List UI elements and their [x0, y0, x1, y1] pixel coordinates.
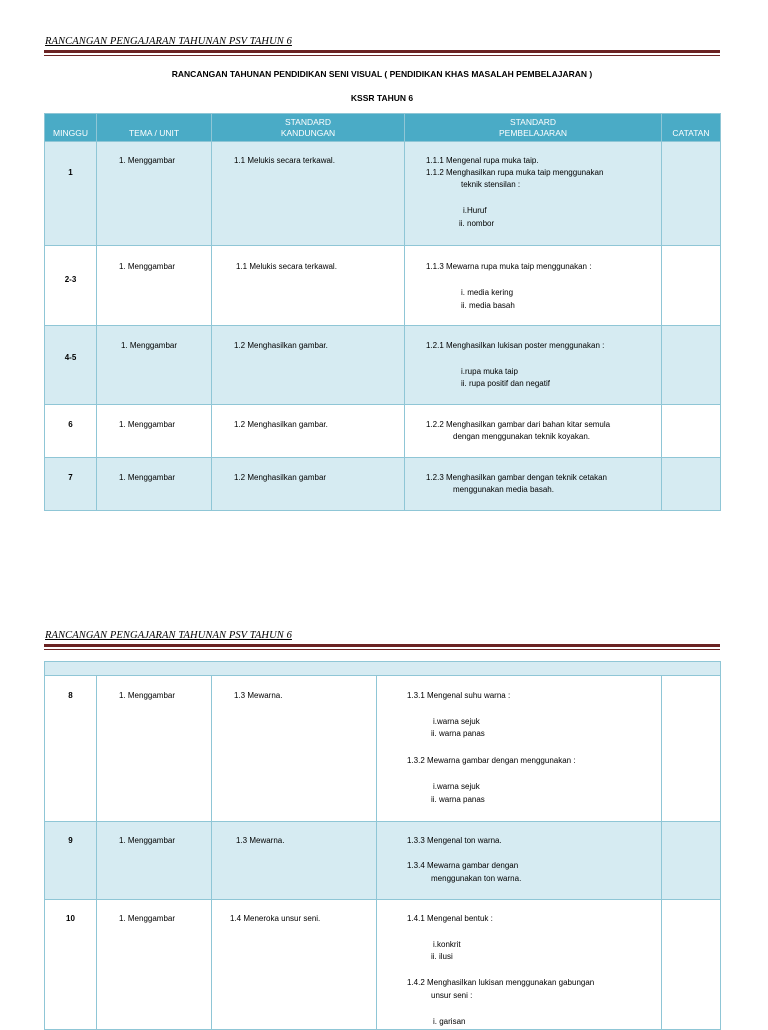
standard-pembelajaran-cell: 1.3.1 Mengenal suhu warna : i.warna sejuk ii. warna panas 1.3.2 Mewarna gambar dengan menggunakan : i.warna sejuk ii. warna panas	[377, 676, 662, 822]
standard-kandungan-cell: 1.3 Mewarna.	[212, 676, 377, 822]
tema-cell: 1. Menggambar	[97, 142, 212, 246]
standard-pembelajaran-cell: 1.2.3 Menghasilkan gambar dengan teknik cetakan menggunakan media basah.	[405, 458, 662, 511]
col-catatan: CATATAN	[662, 114, 721, 142]
document-subtitle: KSSR TAHUN 6	[350, 93, 414, 103]
standard-kandungan-cell: 1.2 Menghasilkan gambar	[212, 458, 405, 511]
table-row	[45, 458, 721, 511]
page-header-title: RANCANGAN PENGAJARAN TAHUNAN PSV TAHUN 6	[45, 630, 292, 641]
catatan-cell	[662, 458, 721, 511]
table-row	[45, 900, 721, 1030]
standard-kandungan-cell: 1.4 Meneroka unsur seni.	[212, 900, 377, 1030]
week-cell: 8	[45, 676, 97, 822]
standard-kandungan-cell: 1.3 Mewarna.	[212, 822, 377, 900]
standard-pembelajaran-cell: 1.2.2 Menghasilkan gambar dari bahan kitar semula dengan menggunakan teknik koyakan.	[405, 405, 662, 458]
standard-kandungan-cell: 1.2 Menghasilkan gambar.	[212, 326, 405, 405]
header-rule-thin	[44, 649, 720, 650]
catatan-cell	[662, 676, 721, 822]
tema-cell: 1. Menggambar	[97, 326, 212, 405]
table-row	[45, 822, 721, 900]
standard-kandungan-cell: 1.1 Melukis secara terkawal.	[212, 142, 405, 246]
week-cell: 7	[45, 458, 97, 511]
standard-pembelajaran-cell: 1.2.1 Menghasilkan lukisan poster menggunakan : i.rupa muka taip ii. rupa positif dan negatif	[405, 326, 662, 405]
lesson-plan-table	[44, 113, 721, 511]
table-row	[45, 142, 721, 246]
catatan-cell	[662, 246, 721, 326]
week-cell: 6	[45, 405, 97, 458]
week-cell: 2-3	[45, 246, 97, 326]
catatan-cell	[662, 326, 721, 405]
tema-cell: 1. Menggambar	[97, 676, 212, 822]
col-tema: TEMA / UNIT	[97, 114, 212, 142]
catatan-cell	[662, 900, 721, 1030]
table-row	[45, 676, 721, 822]
standard-pembelajaran-cell: 1.4.1 Mengenal bentuk : i.konkrit ii. ilusi 1.4.2 Menghasilkan lukisan menggunakan gabungan unsur seni : i. garisan	[377, 900, 662, 1030]
col-standard-pembelajaran: STANDARD PEMBELAJARAN	[405, 114, 662, 142]
col-standard-kandungan: STANDARD KANDUNGAN	[212, 114, 405, 142]
tema-cell: 1. Menggambar	[97, 405, 212, 458]
catatan-cell	[662, 405, 721, 458]
week-cell: 1	[45, 142, 97, 246]
standard-pembelajaran-cell: 1.1.3 Mewarna rupa muka taip menggunakan : i. media kering ii. media basah	[405, 246, 662, 326]
catatan-cell	[662, 822, 721, 900]
header-rule-thick	[44, 50, 720, 53]
lesson-plan-table-continued	[44, 661, 721, 1030]
week-cell: 10	[45, 900, 97, 1030]
tema-cell: 1. Menggambar	[97, 900, 212, 1030]
standard-pembelajaran-cell: 1.3.3 Mengenal ton warna. 1.3.4 Mewarna gambar dengan menggunakan ton warna.	[377, 822, 662, 900]
standard-kandungan-cell: 1.2 Menghasilkan gambar.	[212, 405, 405, 458]
week-cell: 9	[45, 822, 97, 900]
tema-cell: 1. Menggambar	[97, 458, 212, 511]
blank-header-cell	[45, 662, 721, 676]
table-row	[45, 246, 721, 326]
table-row	[45, 405, 721, 458]
table-header-row	[45, 114, 721, 142]
week-cell: 4-5	[45, 326, 97, 405]
tema-cell: 1. Menggambar	[97, 246, 212, 326]
table-row	[45, 326, 721, 405]
standard-pembelajaran-cell: 1.1.1 Mengenal rupa muka taip. 1.1.2 Menghasilkan rupa muka taip menggunakan teknik stensilan : i.Huruf ii. nombor	[405, 142, 662, 246]
header-rule-thin	[44, 55, 720, 56]
table-header-row	[45, 662, 721, 676]
col-minggu: MINGGU	[45, 114, 97, 142]
tema-cell: 1. Menggambar	[97, 822, 212, 900]
page-header-title: RANCANGAN PENGAJARAN TAHUNAN PSV TAHUN 6	[45, 36, 292, 47]
document-title: RANCANGAN TAHUNAN PENDIDIKAN SENI VISUAL ( PENDIDIKAN KHAS MASALAH PEMBELAJARAN )	[171, 69, 593, 79]
catatan-cell	[662, 142, 721, 246]
standard-kandungan-cell: 1.1 Melukis secara terkawal.	[212, 246, 405, 326]
header-rule-thick	[44, 644, 720, 647]
